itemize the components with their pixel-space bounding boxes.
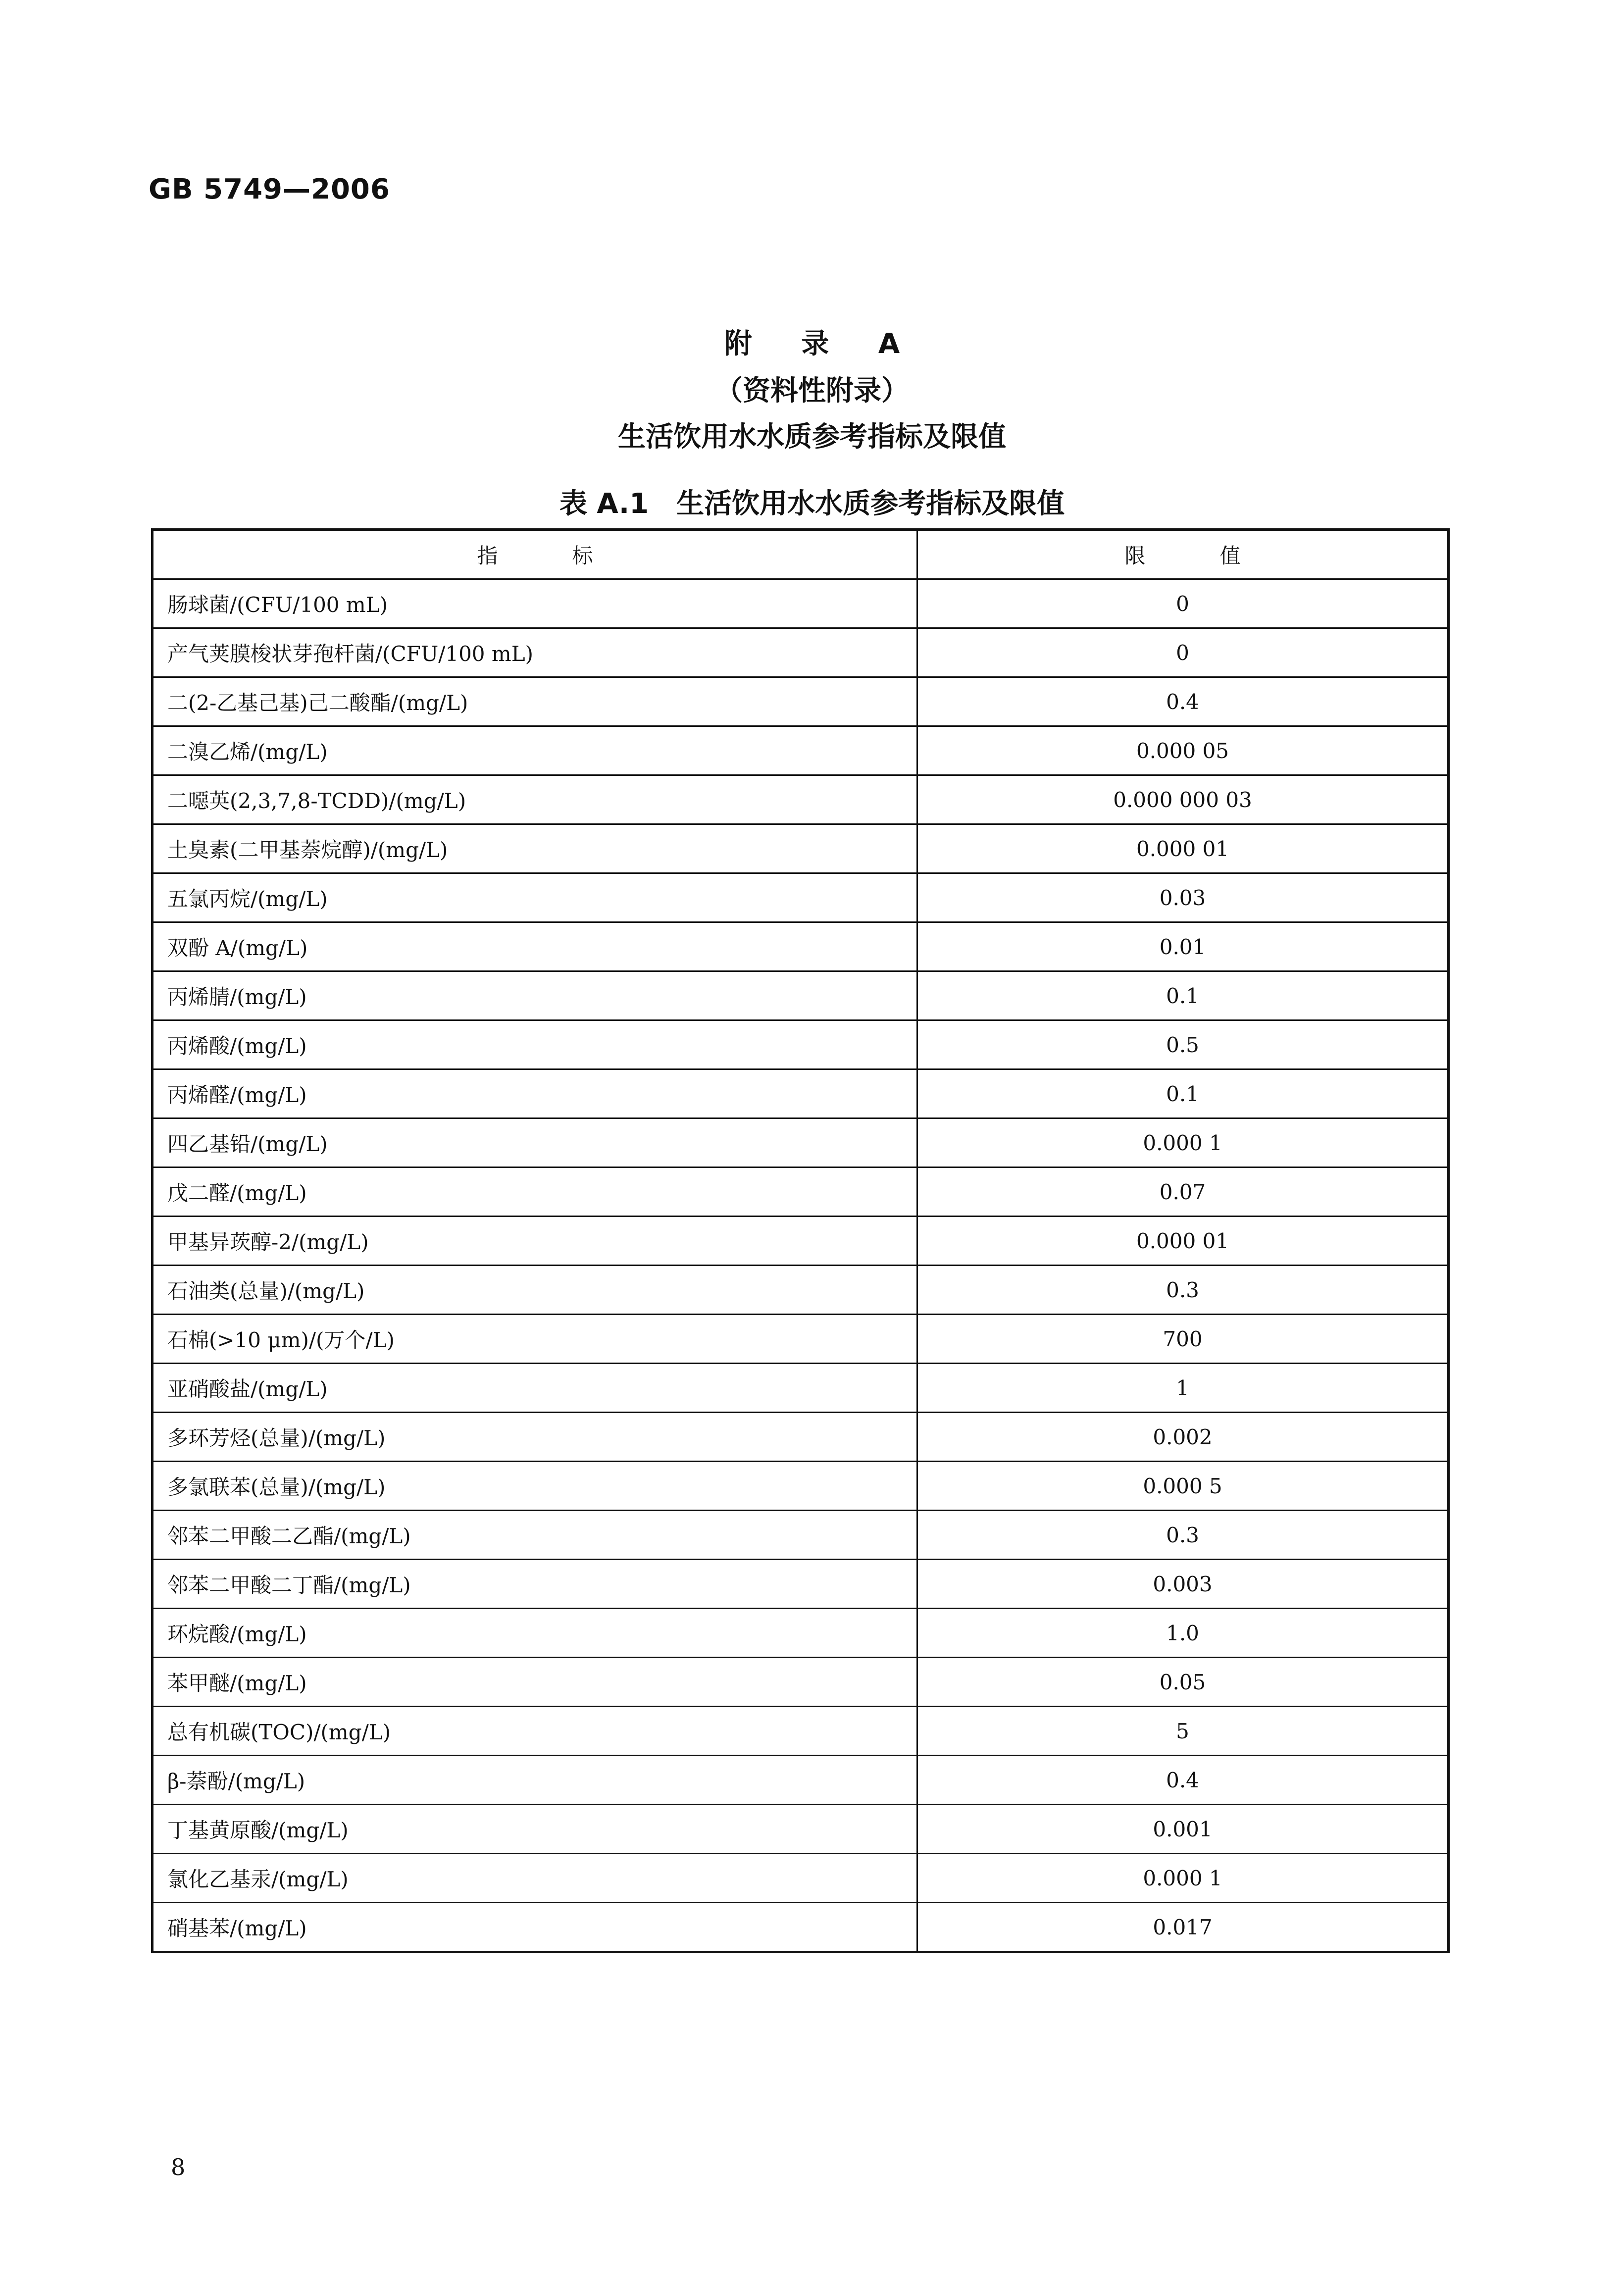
limit-cell: 1 [917, 1364, 1449, 1413]
table-row [152, 1707, 1449, 1756]
table-row [152, 1167, 1449, 1217]
indicator-cell: 总有机碳(TOC)/(mg/L) [152, 1707, 917, 1756]
limit-cell: 0.000 01 [917, 824, 1449, 873]
indicator-cell: 丁基黄原酸/(mg/L) [152, 1805, 917, 1854]
indicator-cell: 四乙基铅/(mg/L) [152, 1118, 917, 1167]
indicator-cell: 戊二醛/(mg/L) [152, 1167, 917, 1217]
table-row [152, 775, 1449, 824]
table-header-row [152, 530, 1449, 579]
limit-cell: 0.000 01 [917, 1217, 1449, 1266]
limit-cell: 0.017 [917, 1903, 1449, 1952]
table-row [152, 971, 1449, 1020]
table-row [152, 1511, 1449, 1560]
limit-cell: 1.0 [917, 1609, 1449, 1658]
table-caption-number: 表 A.1 [559, 488, 649, 520]
table-row [152, 726, 1449, 775]
table-caption [0, 482, 1624, 521]
indicator-cell: 双酚 A/(mg/L) [152, 922, 917, 971]
limit-cell: 0.000 000 03 [917, 775, 1449, 824]
table-row [152, 1903, 1449, 1952]
table-caption-title: 生活饮用水水质参考指标及限值 [676, 488, 1065, 520]
table-row [152, 1658, 1449, 1707]
table-row [152, 1462, 1449, 1511]
table-row [152, 628, 1449, 677]
limit-cell: 0.000 5 [917, 1462, 1449, 1511]
indicator-cell: 氯化乙基汞/(mg/L) [152, 1854, 917, 1903]
table-row [152, 824, 1449, 873]
limit-cell: 0.3 [917, 1511, 1449, 1560]
indicator-cell: 邻苯二甲酸二乙酯/(mg/L) [152, 1511, 917, 1560]
column-header-limit: 限值 [917, 530, 1449, 579]
table-row [152, 1315, 1449, 1364]
annex-note: （资料性附录） [715, 375, 909, 407]
limit-cell: 5 [917, 1707, 1449, 1756]
limit-cell: 0.1 [917, 1069, 1449, 1118]
indicator-cell: 二噁英(2,3,7,8-TCDD)/(mg/L) [152, 775, 917, 824]
limit-cell: 0.07 [917, 1167, 1449, 1217]
indicator-cell: 丙烯酸/(mg/L) [152, 1020, 917, 1069]
table-row [152, 677, 1449, 726]
limit-cell: 0.4 [917, 677, 1449, 726]
table-row [152, 1854, 1449, 1903]
indicator-cell: 苯甲醚/(mg/L) [152, 1658, 917, 1707]
column-header-indicator: 指标 [152, 530, 917, 579]
limit-cell: 0.01 [917, 922, 1449, 971]
limit-cell: 0.000 1 [917, 1118, 1449, 1167]
indicator-cell: 多氯联苯(总量)/(mg/L) [152, 1462, 917, 1511]
indicator-cell: 二溴乙烯/(mg/L) [152, 726, 917, 775]
indicator-cell: 丙烯醛/(mg/L) [152, 1069, 917, 1118]
annex-name: 生活饮用水水质参考指标及限值 [618, 421, 1006, 453]
page-number: 8 [171, 2154, 186, 2181]
indicator-cell: 亚硝酸盐/(mg/L) [152, 1364, 917, 1413]
limit-cell: 0.001 [917, 1805, 1449, 1854]
limit-cell: 700 [917, 1315, 1449, 1364]
limit-cell: 0.002 [917, 1413, 1449, 1462]
table-row [152, 1756, 1449, 1805]
indicator-cell: 甲基异莰醇-2/(mg/L) [152, 1217, 917, 1266]
table-row [152, 1609, 1449, 1658]
table-row [152, 1805, 1449, 1854]
table-row [152, 873, 1449, 922]
limit-cell: 0.003 [917, 1560, 1449, 1609]
table-row [152, 1266, 1449, 1315]
indicator-cell: 石棉(>10 μm)/(万个/L) [152, 1315, 917, 1364]
indicator-cell: 石油类(总量)/(mg/L) [152, 1266, 917, 1315]
table-row [152, 1020, 1449, 1069]
annex-title: 附 录 A [724, 328, 920, 360]
indicator-cell: 肠球菌/(CFU/100 mL) [152, 579, 917, 628]
indicator-cell: 二(2-乙基己基)己二酸酯/(mg/L) [152, 677, 917, 726]
indicator-cell: β-萘酚/(mg/L) [152, 1756, 917, 1805]
limit-cell: 0 [917, 579, 1449, 628]
table-row [152, 1217, 1449, 1266]
limit-cell: 0.5 [917, 1020, 1449, 1069]
indicator-cell: 土臭素(二甲基萘烷醇)/(mg/L) [152, 824, 917, 873]
limit-cell: 0 [917, 628, 1449, 677]
table-row [152, 1118, 1449, 1167]
table-row [152, 1413, 1449, 1462]
standard-code: GB 5749—2006 [149, 173, 390, 205]
indicator-cell: 环烷酸/(mg/L) [152, 1609, 917, 1658]
indicator-cell: 多环芳烃(总量)/(mg/L) [152, 1413, 917, 1462]
limit-cell: 0.03 [917, 873, 1449, 922]
indicator-cell: 丙烯腈/(mg/L) [152, 971, 917, 1020]
table-body [152, 579, 1449, 1952]
indicator-cell: 邻苯二甲酸二丁酯/(mg/L) [152, 1560, 917, 1609]
limit-cell: 0.000 05 [917, 726, 1449, 775]
table-row [152, 922, 1449, 971]
limit-cell: 0.05 [917, 1658, 1449, 1707]
limit-cell: 0.3 [917, 1266, 1449, 1315]
indicator-cell: 五氯丙烷/(mg/L) [152, 873, 917, 922]
limit-cell: 0.1 [917, 971, 1449, 1020]
table-row [152, 1069, 1449, 1118]
indicator-cell: 产气荚膜梭状芽孢杆菌/(CFU/100 mL) [152, 628, 917, 677]
indicator-cell: 硝基苯/(mg/L) [152, 1903, 917, 1952]
limit-cell: 0.4 [917, 1756, 1449, 1805]
table-row [152, 579, 1449, 628]
reference-indicators-table [151, 528, 1450, 1953]
limit-cell: 0.000 1 [917, 1854, 1449, 1903]
table-row [152, 1364, 1449, 1413]
table-row [152, 1560, 1449, 1609]
